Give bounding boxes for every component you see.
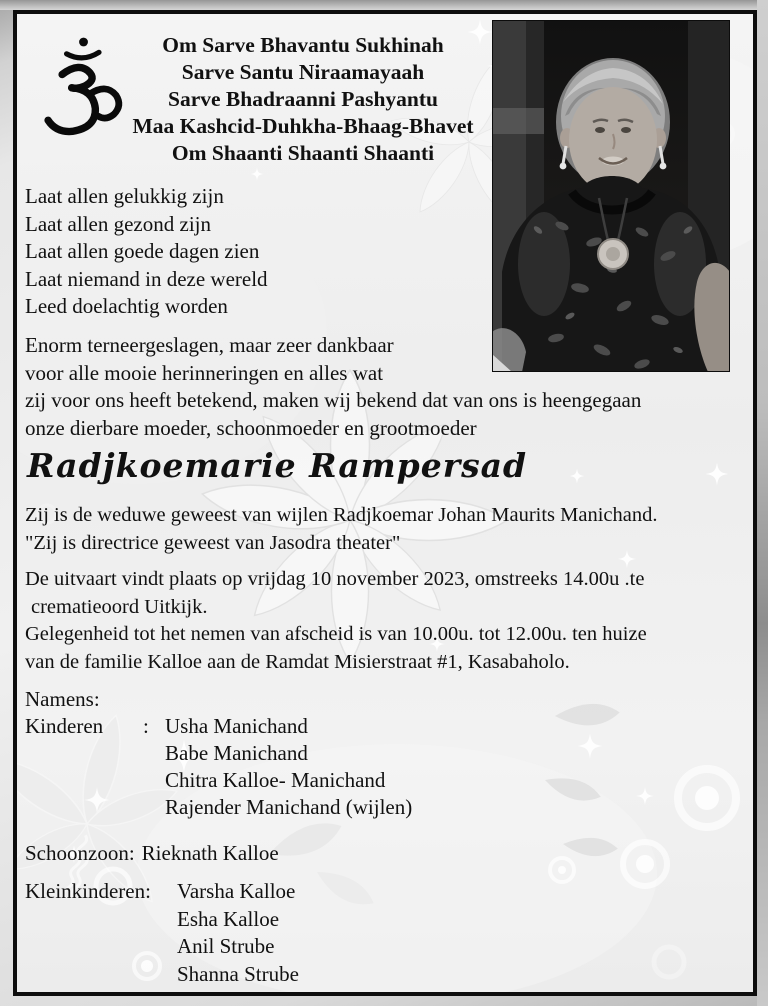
deceased-portrait-photo bbox=[492, 20, 730, 372]
child-name: Babe Manichand bbox=[165, 741, 308, 765]
funeral-line: crematieoord Uitkijk. bbox=[31, 595, 208, 618]
grandchild-name: Varsha Kalloe bbox=[177, 879, 296, 903]
grandchild-name: Esha Kalloe bbox=[177, 906, 280, 931]
mantra-line: Sarve Bhadraanni Pashyantu bbox=[167, 87, 438, 111]
mantra-line: Om Sarve Bhavantu Sukhinah bbox=[162, 33, 444, 57]
announcement-line: onze dierbare moeder, schoonmoeder en grootmoeder bbox=[25, 415, 477, 440]
biography-line: Zij is de weduwe geweest van wijlen Radjkoemar Johan Maurits Manichand. bbox=[25, 504, 658, 526]
funeral-line: De uitvaart vindt plaats op vrijdag 10 november 2023, omstreeks 14.00u .te bbox=[25, 568, 645, 590]
child-name: Chitra Kalloe- Manichand bbox=[165, 768, 386, 792]
poem bbox=[25, 183, 268, 321]
grandchild-name: Shanna Strube bbox=[177, 961, 299, 986]
grandchild-name: Anil Strube bbox=[177, 934, 275, 958]
grandchildren-label: Kleinkinderen: bbox=[25, 879, 151, 903]
poem-line: Laat allen gezond zijn bbox=[25, 211, 211, 236]
poem-line: Laat allen gelukkig zijn bbox=[25, 184, 224, 208]
funeral-line: Gelegenheid tot het nemen van afscheid is van 10.00u. tot 12.00u. ten huize bbox=[25, 623, 647, 645]
child-name: Usha Manichand bbox=[165, 714, 308, 738]
announcement-line: zij voor ons heeft betekend, maken wij bekend dat van ons is heengegaan bbox=[25, 388, 642, 412]
son-in-law-name: Rieknath Kalloe bbox=[141, 841, 279, 865]
biography-line: "Zij is directrice geweest van Jasodra theater" bbox=[25, 532, 401, 554]
namens-label: Namens: bbox=[25, 687, 100, 711]
mantra bbox=[112, 32, 494, 167]
grandchildren-list bbox=[25, 878, 299, 988]
mantra-line: Maa Kashcid-Duhkha-Bhaag-Bhavet bbox=[132, 114, 474, 138]
deceased-name: Radjkoemarie Rampersad bbox=[27, 446, 528, 485]
announcement-text bbox=[25, 332, 641, 442]
funeral-line: van de familie Kalloe aan de Ramdat Misierstraat #1, Kasabaholo. bbox=[25, 650, 570, 673]
poem-line: Laat niemand in deze wereld bbox=[25, 266, 268, 291]
children-list bbox=[25, 713, 412, 821]
son-in-law-label: Schoonzoon: bbox=[25, 841, 135, 865]
son-in-law-row bbox=[25, 840, 279, 867]
children-label: Kinderen bbox=[25, 714, 104, 738]
outer-margin-right bbox=[757, 0, 768, 1006]
biography bbox=[25, 501, 658, 557]
children-colon: : bbox=[143, 714, 149, 738]
poem-line: Leed doelachtig worden bbox=[25, 294, 228, 318]
mantra-line: Sarve Santu Niraamayaah bbox=[181, 60, 425, 84]
announcement-line: Enorm terneergeslagen, maar zeer dankbaar bbox=[25, 333, 394, 357]
memorial-card bbox=[13, 10, 757, 996]
announcement-line: voor alle mooie herinneringen en alles wat bbox=[25, 360, 384, 385]
child-name: Rajender Manichand (wijlen) bbox=[165, 795, 413, 819]
poem-line: Laat allen goede dagen zien bbox=[25, 239, 260, 263]
funeral-details bbox=[25, 566, 647, 676]
outer-margin-top bbox=[0, 0, 768, 10]
mantra-line: Om Shaanti Shaanti Shaanti bbox=[171, 141, 435, 165]
